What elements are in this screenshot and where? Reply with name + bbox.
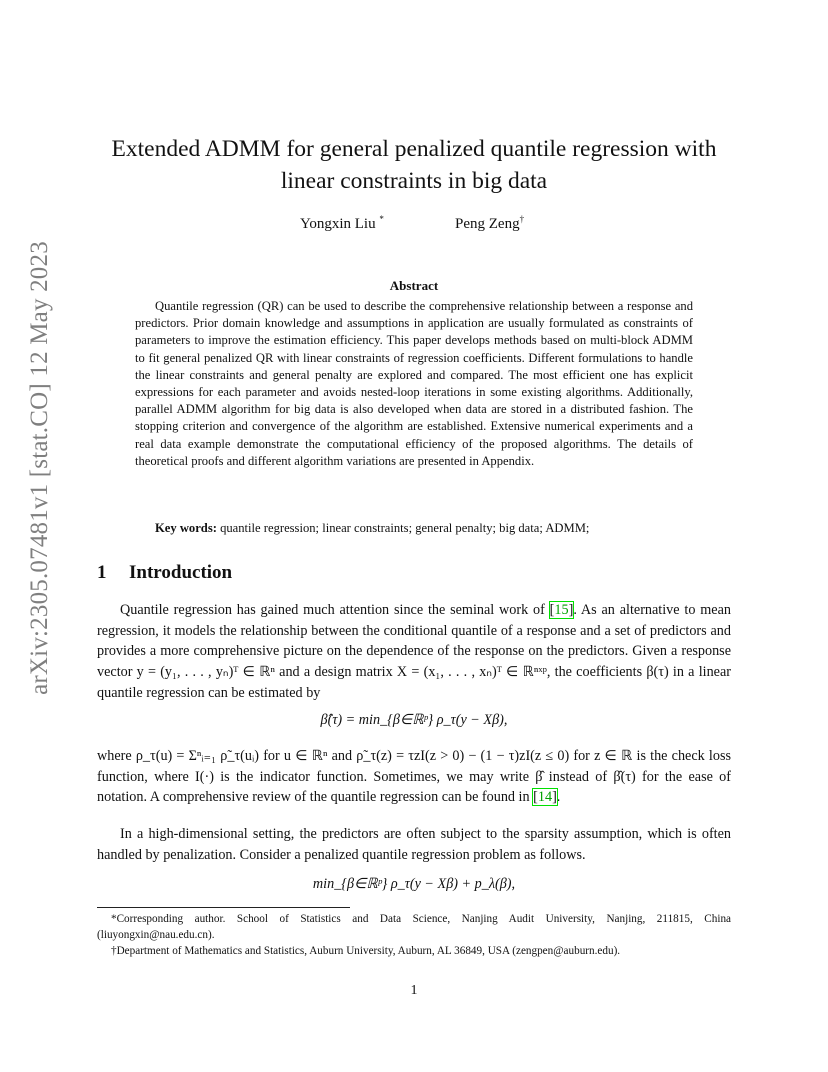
section-title: Introduction xyxy=(129,562,233,583)
footnote-2: †Department of Mathematics and Statistics, Auburn University, Auburn, AL 36849, USA (zengpen@auburn.edu). xyxy=(111,945,621,957)
equation-1: β̂(τ) = min_{β∈ℝᵖ} ρ_τ(y − Xβ), xyxy=(320,712,508,728)
section-number: 1 xyxy=(97,562,107,583)
footnote-1: *Corresponding author. School of Statistics and Data Science, Nanjing Audit University, Nanjing, 211815, China (liuyongxin@nau.edu.cn). xyxy=(97,913,731,941)
title-line-2: linear constraints in big data xyxy=(280,168,548,194)
abstract-text: Quantile regression (QR) can be used to describe the comprehensive relationship between a response and predictors. Prior domain knowledge and assumptions in application are usually formulated as constraints of parameters to improve the estimation efficiency. This paper develops methods based on multi-block ADMM to fit general penalized QR with linear constraints of regression coefficients. Different formulations to handle the linear constraints and general penalty are explored and compared. The most efficient one has explicit expressions for each parameter and avoids nested-loop iterations in some existing algorithms. Additionally, parallel ADMM algorithm for big data is also developed when data are stored in a distributed fashion. The stopping criterion and convergence of the algorithm are established. Extensive numerical experiments and a real data example demonstrate the computational efficiency of the proposed algorithms. The details of theoretical proofs and different algorithm variations are presented in Appendix. xyxy=(135,299,693,468)
author-2-mark[interactable]: † xyxy=(519,214,525,224)
author-2 xyxy=(455,214,524,233)
keywords-text: quantile regression; linear constraints; general penalty; big data; ADMM; xyxy=(220,521,590,535)
author-1 xyxy=(300,214,384,233)
equation-2: min_{β∈ℝᵖ} ρ_τ(y − Xβ) + p_λ(β), xyxy=(312,876,516,892)
author-2-name: Peng Zeng xyxy=(455,216,520,232)
footnote-divider xyxy=(97,907,350,908)
keywords-label: Key words: xyxy=(155,521,217,535)
paragraph-3: In a high-dimensional setting, the predictors are often subject to the sparsity assumption, which is often handled by penalization. Consider a penalized quantile regression problem as follows. xyxy=(97,826,731,863)
paper-title xyxy=(100,133,728,197)
abstract-heading: Abstract xyxy=(389,278,439,293)
citation-link-15[interactable]: [ 15 ] xyxy=(550,602,574,618)
author-1-name: Yongxin Liu xyxy=(300,216,376,232)
paragraph-1-text-b: . As an alternative to mean regression, it models the relationship between the conditional quantile of a response and a set of predictors and provides a more comprehensive picture on the dependence of the response on the predictors. Given a response vector y = (y₁, . . . , yₙ)ᵀ ∈ ℝⁿ and a design matrix X = (x₁, . . . , xₙ)ᵀ ∈ ℝⁿˣᵖ, the coefficients β(τ) in a linear quantile regression can be estimated by xyxy=(97,602,731,701)
author-1-mark[interactable]: * xyxy=(379,214,384,224)
keywords xyxy=(155,521,589,536)
paragraph-1-text-a: Quantile regression has gained much attention since the seminal work of xyxy=(120,602,550,618)
paragraph-2 xyxy=(97,746,731,808)
paragraph-2-text-b: . xyxy=(556,789,561,806)
arxiv-identifier-stamp[interactable] xyxy=(20,241,60,695)
page-number: 1 xyxy=(410,983,418,998)
section-heading xyxy=(97,562,232,584)
title-line-1: Extended ADMM for general penalized quantile regression with xyxy=(111,136,717,162)
arxiv-identifier-text: arXiv:2305.07481v1 [stat.CO] 12 May 2023 xyxy=(26,241,53,695)
paragraph-2-text-a: where ρ_τ(u) = Σⁿᵢ₌₁ ρ̃_τ(uᵢ) for u ∈ ℝⁿ and ρ̃_τ(z) = τzI(z > 0) − (1 − τ)zI(z ≤ 0) for z ∈ ℝ is the check loss function, where I(·) is the indicator function. Sometimes, we may write β̂ instead of β̂(τ) for the ease of notation. A comprehensive review of the quantile regression can be found in xyxy=(97,748,731,806)
citation-link-14[interactable]: [ 14 ] xyxy=(533,789,557,805)
paragraph-1 xyxy=(97,600,731,704)
